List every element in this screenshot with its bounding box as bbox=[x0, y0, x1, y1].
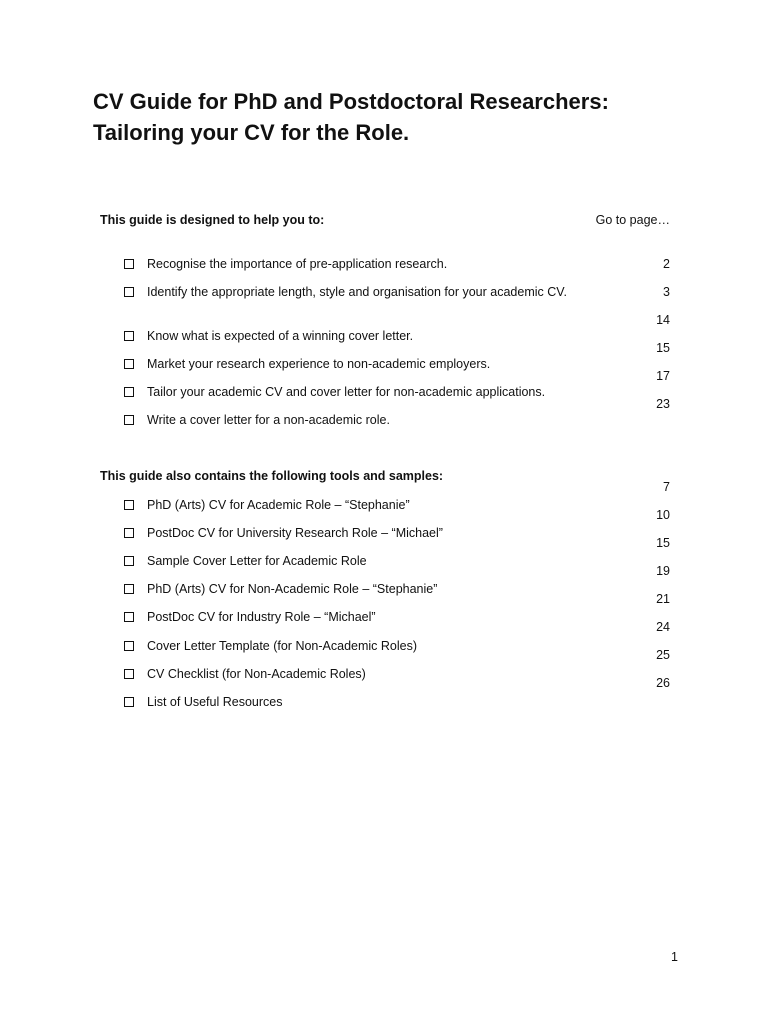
list-item bbox=[124, 284, 574, 300]
page-ref: 17 bbox=[656, 369, 670, 383]
page-title bbox=[93, 86, 733, 148]
checkbox-icon bbox=[124, 259, 134, 269]
list-item bbox=[124, 694, 574, 710]
list-item-text: Identify the appropriate length, style and organisation for your academic CV. bbox=[147, 285, 567, 299]
checkbox-icon bbox=[124, 331, 134, 341]
page-number: 1 bbox=[671, 950, 678, 964]
checkbox-icon bbox=[124, 359, 134, 369]
page-ref: 2 bbox=[663, 257, 670, 271]
page-ref: 26 bbox=[656, 676, 670, 690]
list-item bbox=[124, 553, 574, 569]
page-ref: 24 bbox=[656, 620, 670, 634]
list-item bbox=[124, 638, 574, 654]
page-ref: 3 bbox=[663, 285, 670, 299]
list-item-text: List of Useful Resources bbox=[147, 695, 283, 709]
list-item bbox=[124, 356, 574, 372]
checkbox-icon bbox=[124, 415, 134, 425]
list-item bbox=[124, 328, 574, 344]
page-ref: 19 bbox=[656, 564, 670, 578]
checkbox-icon bbox=[124, 387, 134, 397]
list-item-text: Cover Letter Template (for Non-Academic Roles) bbox=[147, 639, 418, 653]
checkbox-icon bbox=[124, 556, 134, 566]
checkbox-icon bbox=[124, 669, 134, 679]
page-ref: 10 bbox=[656, 508, 670, 522]
list-item-text: Tailor your academic CV and cover letter for non-academic applications. bbox=[147, 385, 546, 399]
page-ref: 15 bbox=[656, 341, 670, 355]
list-item-text: Know what is expected of a winning cover letter. bbox=[147, 329, 414, 343]
list-item-text: Write a cover letter for a non-academic role. bbox=[147, 413, 390, 427]
checkbox-icon bbox=[124, 612, 134, 622]
title-line-1: CV Guide for PhD and Postdoctoral Researchers: bbox=[93, 89, 609, 114]
list-item-text: Market your research experience to non-academic employers. bbox=[147, 357, 491, 371]
page-ref: 21 bbox=[656, 592, 670, 606]
list-item-text: CV Checklist (for Non-Academic Roles) bbox=[147, 667, 366, 681]
list-item-text: PostDoc CV for Industry Role – “Michael” bbox=[147, 610, 376, 624]
list-item-text: PostDoc CV for University Research Role – “Michael” bbox=[147, 526, 443, 540]
section-1-heading: This guide is designed to help you to: bbox=[100, 213, 325, 227]
list-item bbox=[124, 666, 574, 682]
list-item-text: Sample Cover Letter for Academic Role bbox=[147, 554, 367, 568]
list-item bbox=[124, 256, 574, 272]
page-ref: 14 bbox=[656, 313, 670, 327]
section-2-heading: This guide also contains the following tools and samples: bbox=[100, 469, 444, 483]
checkbox-icon bbox=[124, 641, 134, 651]
list-item-text: PhD (Arts) CV for Academic Role – “Stephanie” bbox=[147, 498, 410, 512]
list-item bbox=[124, 412, 574, 428]
checkbox-icon bbox=[124, 287, 134, 297]
checkbox-icon bbox=[124, 584, 134, 594]
list-item bbox=[124, 384, 574, 400]
list-item bbox=[124, 497, 574, 513]
list-item bbox=[124, 581, 574, 597]
page-ref: 23 bbox=[656, 397, 670, 411]
page-ref: 15 bbox=[656, 536, 670, 550]
list-item-text: PhD (Arts) CV for Non-Academic Role – “Stephanie” bbox=[147, 582, 438, 596]
page-ref: 25 bbox=[656, 648, 670, 662]
page-ref: 7 bbox=[663, 480, 670, 494]
title-line-2: Tailoring your CV for the Role. bbox=[93, 120, 410, 145]
go-to-page-label: Go to page… bbox=[595, 213, 670, 227]
list-item bbox=[124, 609, 574, 625]
checkbox-icon bbox=[124, 697, 134, 707]
list-item-text: Recognise the importance of pre-application research. bbox=[147, 257, 448, 271]
checkbox-icon bbox=[124, 500, 134, 510]
checkbox-icon bbox=[124, 528, 134, 538]
list-item bbox=[124, 525, 574, 541]
